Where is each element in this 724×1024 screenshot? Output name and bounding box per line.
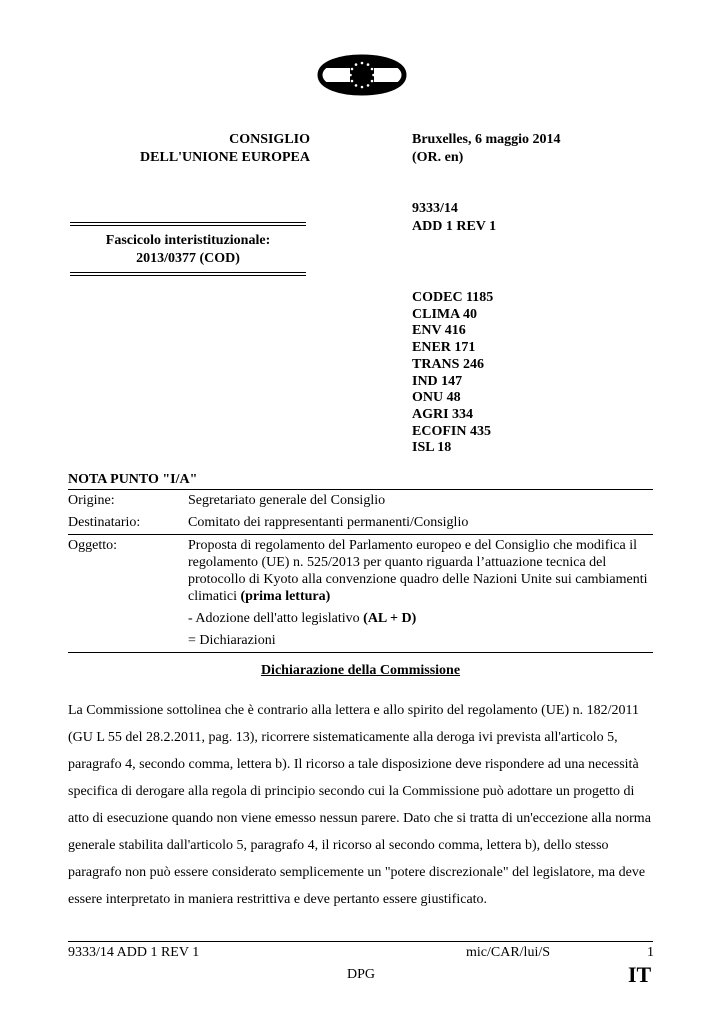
adoption-line: - Adozione dell'atto legislativo (AL + D) — [188, 611, 417, 626]
issuer-name — [70, 131, 310, 167]
dossier-label: Fascicolo interistituzionale: — [105, 233, 271, 248]
table-row — [68, 535, 653, 653]
classification-codes — [412, 290, 702, 457]
code-item: ISL 18 — [412, 440, 452, 456]
original-language: (OR. en) — [412, 150, 464, 165]
subject-label: Oggetto: — [68, 535, 188, 653]
note-title: NOTA PUNTO "I/A" — [68, 472, 198, 487]
dossier-number: 2013/0377 (COD) — [136, 251, 240, 266]
subject-value — [188, 535, 653, 653]
issuer-line-1: CONSIGLIO — [229, 132, 310, 147]
subject-text: Proposta di regolamento del Parlamento europeo e del Consiglio che modifica il regolamento (UE) n. 525/2013 per quanto riguarda l’attuazione tecnica del protocollo di Kyoto alla convenzione quadro delle Nazioni Unite sui cambiamenti climatici (prima lettura) — [188, 538, 648, 604]
issuer-line-2: DELL'UNIONE EUROPEA — [140, 150, 310, 165]
table-row — [68, 512, 653, 535]
statement-title: Dichiarazione della Commissione — [260, 663, 461, 678]
place-date-block — [412, 131, 702, 167]
code-item: AGRI 334 — [412, 406, 474, 422]
recipient-value: Comitato dei rappresentanti permanenti/Consiglio — [188, 515, 469, 530]
footer-divider — [68, 941, 653, 942]
adoption-code: (AL + D) — [363, 611, 417, 626]
origin-value: Segretariato generale del Consiglio — [188, 490, 653, 513]
code-item: IND 147 — [412, 373, 463, 389]
table-row — [68, 490, 653, 513]
footer-department: DPG — [347, 967, 376, 982]
page-number: 1 — [647, 945, 654, 960]
code-item: CLIMA 40 — [412, 306, 477, 322]
note-metadata-table — [68, 489, 653, 653]
code-item: ONU 48 — [412, 390, 461, 406]
declarations-line: = Dichiarazioni — [188, 633, 276, 648]
code-item: ENV 416 — [412, 323, 466, 339]
language-code: IT — [628, 962, 652, 987]
doc-addendum: ADD 1 REV 1 — [412, 219, 497, 234]
document-reference — [412, 200, 702, 236]
origin-label: Origine: — [68, 490, 188, 513]
code-item: CODEC 1185 — [412, 290, 494, 305]
code-item: ENER 171 — [412, 340, 476, 356]
code-item: ECOFIN 435 — [412, 423, 491, 439]
recipient-label: Destinatario: — [68, 515, 141, 530]
footer-doc-ref: 9333/14 ADD 1 REV 1 — [68, 945, 200, 960]
dossier-box — [70, 222, 306, 276]
place-date: Bruxelles, 6 maggio 2014 — [412, 132, 561, 147]
statement-body: La Commissione sottolinea che è contrario alla lettera e allo spirito del regolamento (UE) n. 182/2011 (GU L 55 del 28.2.2011, pag. 13), ricorrere sistematicamente alla deroga ivi prevista all'articolo 5, paragrafo 4, secondo comma, lettera b). Il ricorso a tale disposizione deve rispondere ad una necessità specifica di derogare alla regola di principio secondo cui la Commissione può adottare un progetto di atto di esecuzione quando non viene emesso nessun parere. Dato che si tratta di un'eccezione alla norma generale stabilita dall'articolo 5, paragrafo 4, il ricorso al secondo comma, lettera b), dello stesso paragrafo non può essere considerato semplicemente un "potere discrezionale" del legislatore, ma deve essere interpretato in maniera restrittiva e deve pertanto essere giustificato. — [68, 703, 651, 907]
code-item: TRANS 246 — [412, 356, 484, 372]
footer-initials: mic/CAR/lui/S — [466, 945, 551, 960]
council-logo-icon — [317, 45, 407, 105]
doc-number: 9333/14 — [412, 201, 458, 216]
subject-reading: (prima lettura) — [240, 589, 331, 604]
